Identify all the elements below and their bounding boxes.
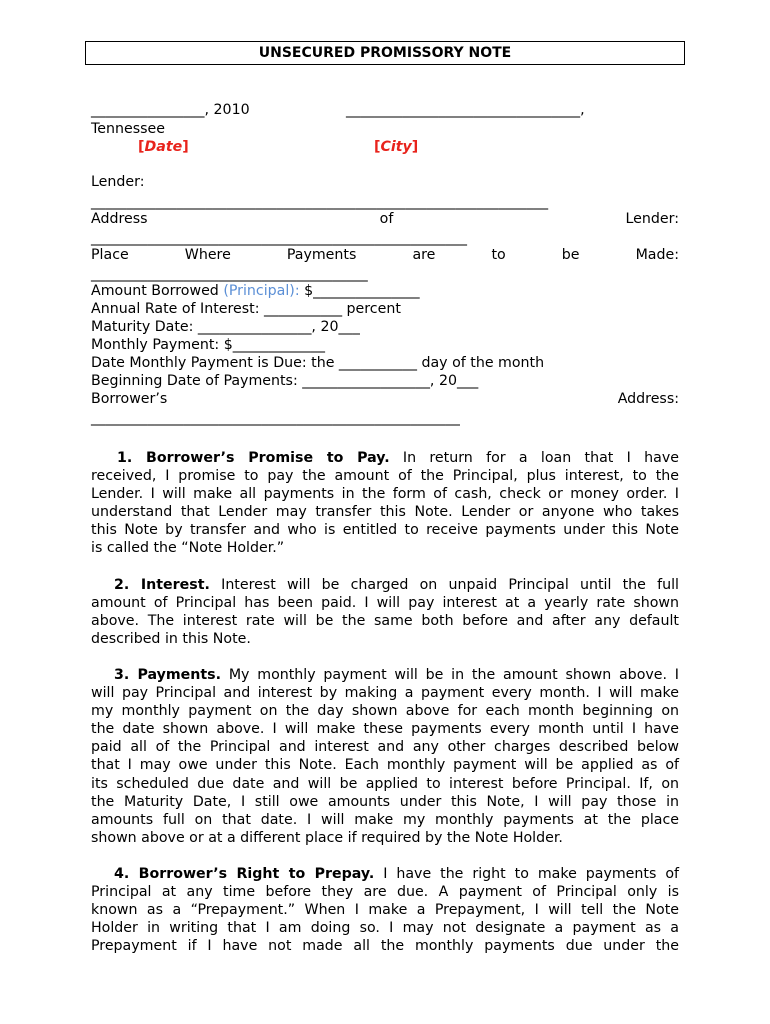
lender-blank-line: ________________________________________________________________ [91,194,549,210]
beginning-date-field: Beginning Date of Payments: __________________, 20___ [91,373,479,389]
section-interest: 2. Interest. Interest will be charged on unpaid Principal until the full amount of Principal has been paid. I will pay interest at a yearly rate shown above. The interest rate will be the same both before and after any default described in this Note. [91,577,679,648]
document-title: UNSECURED PROMISSORY NOTE [85,41,685,65]
city-placeholder-tag: [City] [374,139,419,155]
place-blank-line: _______________________________________ [91,266,368,282]
lender-label: Lender: [91,174,145,190]
section-payments: 3. Payments. My monthly payment will be in the amount shown above. I will pay Principal and interest by making a payment every month. I will make my monthly payment on the day shown above for each month beginning on the date shown above. I will make these payments every month until I have paid all of the Principal and interest and any other charges described below that I may owe under this Note. Each monthly payment will be applied as of its scheduled due date and will be applied to interest before Principal. If, on the Maturity Date, I still owe amounts under this Note, I will pay those in amounts full on that date. I will make my monthly payments at the place shown above or at a different place if required by the Note Holder. [91,667,679,846]
borrower-address-label: Borrower’s Address: [91,391,679,407]
section-heading: 3. Payments. [114,667,222,683]
state-text: Tennessee [91,121,165,137]
city-blank-line: _________________________________, [346,102,585,118]
section-right-to-prepay: 4. Borrower’s Right to Prepay. I have the right to make payments of Principal at any time before they are due. A payment of Principal only is known as a “Prepayment.” When I make a Prepayment, I will tell the Note Holder in writing that I am doing so. I may not designate a payment as a Prepayment if I have not made all the monthly payments due under the [91,866,679,955]
section-promise-to-pay: 1. Borrower’s Promise to Pay. In return for a loan that I have received, I promise to pay the amount of the Principal, plus interest, to the Lender. I will make all payments in the form of cash, check or money order. I understand that Lender may transfer this Note. Lender or anyone who takes this Note by transfer and who is entitled to receive payments under this Note is called the “Note Holder.” [91,450,679,557]
monthly-payment-field: Monthly Payment: $_____________ [91,337,325,353]
section-heading: 1. Borrower’s Promise to Pay. [117,450,390,466]
date-placeholder-tag: [Date] [138,139,189,155]
interest-rate-field: Annual Rate of Interest: ___________ percent [91,301,401,317]
address-of-lender-label: Address of Lender: [91,211,679,227]
section-heading: 4. Borrower’s Right to Prepay. [114,866,375,882]
payment-due-field: Date Monthly Payment is Due: the ___________ day of the month [91,355,545,371]
amount-borrowed-field: Amount Borrowed (Principal): $_______________ [91,283,420,299]
section-heading: 2. Interest. [114,577,210,593]
address-blank-line: _____________________________________________________ [91,230,467,246]
borrower-address-blank-line: ____________________________________________________ [91,410,460,426]
maturity-date-field: Maturity Date: ________________, 20___ [91,319,360,335]
place-of-payment-label: Place Where Payments are to be Made: [91,247,680,263]
date-blank-line: ________________, 2010 [91,102,250,118]
